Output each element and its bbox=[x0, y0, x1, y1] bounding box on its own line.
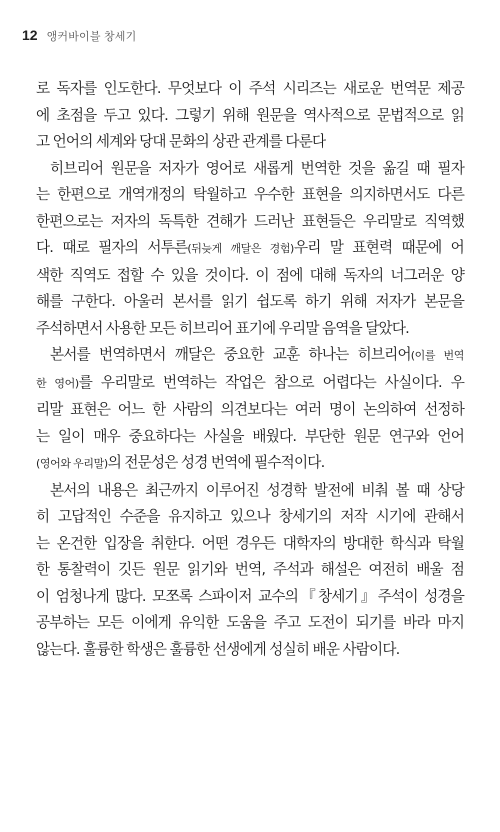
text-segment: 를 우리말로 번역하는 작업은 참으로 어렵다는 사실이다. 우 bbox=[78, 373, 465, 391]
text-line bbox=[36, 450, 464, 478]
text-line: 히브리어 원문을 저자가 영어로 새롭게 번역한 것을 옮길 때 필자 bbox=[50, 159, 464, 177]
paragraph bbox=[36, 478, 464, 664]
body-text bbox=[36, 76, 464, 663]
text-line: 는 온건한 입장을 취한다. 어떤 경우든 대학자의 방대한 학식과 탁월 bbox=[36, 534, 464, 552]
text-line: 로 독자를 인도한다. 무엇보다 이 주석 시리즈는 새로운 번역문 제공 bbox=[36, 80, 464, 97]
text-line: 공부하는 모든 이에게 유익한 도움을 주고 도전이 되기를 바라 마지 bbox=[36, 614, 464, 631]
text-line: 본서의 내용은 최근까지 이루어진 성경학 발전에 비춰 볼 때 상당 bbox=[50, 481, 464, 499]
inline-note: (뒤늦게 깨달은 경험) bbox=[187, 242, 294, 255]
book-title: 앵커바이블 창세기 bbox=[46, 31, 137, 43]
text-line: 한 통찰력이 깃든 원문 읽기와 번역, 주석과 해설은 여전히 배울 점 bbox=[36, 561, 464, 578]
running-head bbox=[22, 27, 136, 44]
inline-note: (영어와 우리말) bbox=[36, 457, 108, 470]
text-line: 색한 직역도 접할 수 있을 것이다. 이 점에 대해 독자의 너그러운 양 bbox=[36, 266, 464, 284]
text-line bbox=[36, 342, 464, 370]
inline-note: 한 영어) bbox=[36, 376, 79, 390]
text-line: 는 일이 매우 중요하다는 사실을 배웠다. 부단한 원문 연구와 언어 bbox=[36, 427, 464, 445]
inline-note: (이를 번역 bbox=[410, 349, 464, 362]
text-line: 주석하면서 사용한 모든 히브리어 표기에 우리말 음역을 달았다. bbox=[36, 319, 409, 337]
text-segment: 의 전문성은 성경 번역에 필수적이다. bbox=[107, 454, 325, 471]
text-line: 고 언어의 세계와 당대 문화의 상관 관계를 다룬다 bbox=[36, 133, 326, 150]
text-line bbox=[36, 370, 464, 398]
text-line: 한편으로는 저자의 독특한 견해가 드러난 표현들은 우리말로 직역했 bbox=[36, 212, 464, 230]
paragraph bbox=[36, 156, 464, 343]
text-segment: 우리 말 표현력 때문에 어 bbox=[293, 239, 464, 256]
text-line: 리말 표현은 어느 한 사람의 의견보다는 여러 명이 논의하여 선정하 bbox=[36, 401, 464, 418]
paragraph bbox=[36, 342, 464, 478]
text-line bbox=[36, 235, 464, 263]
text-line: 이 엄청나게 많다. 모쪼록 스파이저 교수의『창세기』주석이 성경을 bbox=[36, 587, 464, 605]
text-line: 해를 구한다. 아울러 본서를 읽기 쉽도록 하기 위해 저자가 본문을 bbox=[36, 293, 464, 310]
text-line: 않는다. 훌륭한 학생은 훌륭한 선생에게 성실히 배운 사람이다. bbox=[36, 640, 400, 658]
text-segment: 본서를 번역하면서 깨달은 중요한 교훈 하나는 히브리어 bbox=[50, 346, 411, 363]
paragraph bbox=[36, 76, 464, 156]
text-line: 히 고답적인 수준을 유지하고 있으나 창세기의 저작 시기에 관해서 bbox=[36, 508, 464, 525]
page-number: 12 bbox=[22, 27, 38, 43]
text-segment: 다. 때로 필자의 서투른 bbox=[36, 239, 188, 256]
text-line: 는 한편으로 개역개정의 탁월하고 우수한 표현을 의지하면서도 다른 bbox=[36, 186, 464, 203]
text-line: 에 초점을 두고 있다. 그렇기 위해 원문을 역사적으로 문법적으로 읽 bbox=[36, 106, 464, 124]
